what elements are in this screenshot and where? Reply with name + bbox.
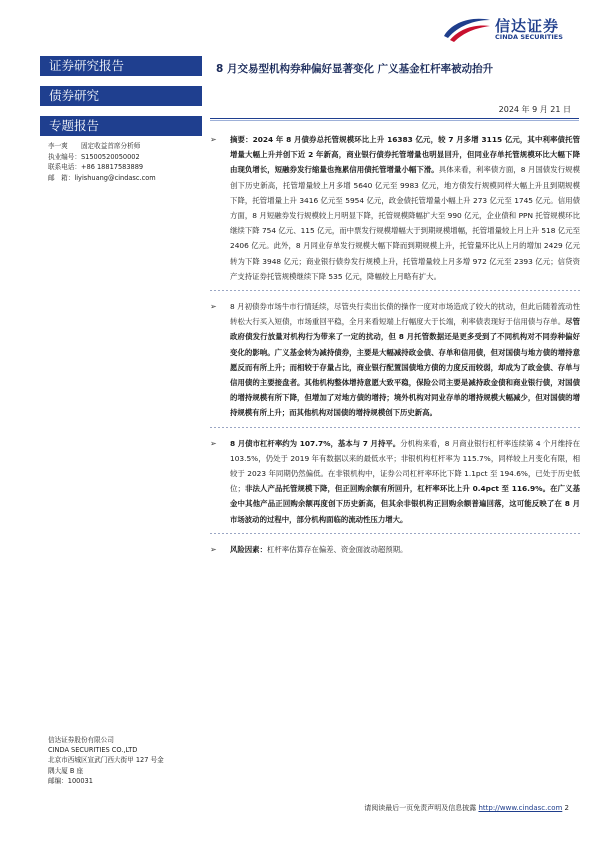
author-cert: 执业编号：S1500520050002 (48, 152, 140, 161)
company-info (48, 735, 200, 786)
bullet-bold-tail: 非法人产品托管规模下降，但正回购余额有所回升，杠杆率环比上升 0.4pct 至 116.9%。在广义基金中其他产品正回购余额再度创下历史新高，但其余非银机构正回购余额普遍回落，这可能反映了在 8 月市场波动的过程中，部分机构面临的流动性压力增大。 (230, 484, 580, 524)
bullet-text: 具体来看，利率债方面，8 月国债发行规模创下历史新高，托管增量较上月多增 5640 亿元至 9983 亿元，地方债发行规模同样大幅上升且到期规模下降，托管增量上升 3416 亿元至 5954 亿元，政金债托管增量小幅上升 273 亿元至 1745 亿元。信用债方面，8 月短融券发行规模较上月明显下降，托管规模降幅扩大至 990 亿元，企业债和 PPN 托管规模环比继续下降 754 亿元、115 亿元，而中票发行规模增幅大于到期规模增幅，托管增量较上月上升 518 亿元至 2406 亿元。此外，8 月同业存单发行规模大幅下降而到期规模上升，托管量环比从上月的增加 2429 亿元转为下降 3948 亿元；商业银行债券发行规模上升，托管增量较上月多增 972 亿元至 2393 亿元；信贷资产支持证券托管规模继续下降 535 亿元，降幅较上月略有扩大。 (230, 165, 580, 281)
bullet-text: 分机构来看，8 月商业银行杠杆率连续第 4 个月维持在 103.5%，仍处于 2019 年有数据以来的最低水平；非银机构杠杆率为 115.7%，同样较上月变化有限，相较于 2023 年同期仍然偏低。在非银机构中，证券公司杠杆率环比下降 1.1pct 至 194.6%，已处于历史低位； (230, 438, 580, 494)
report-title: 8 月交易型机构券种偏好显著变化 广义基金杠杆率被动抬升 (216, 63, 494, 75)
logo-name: 信达证券 (495, 17, 560, 35)
bullet-bold-lead: 风险因素： (230, 544, 267, 554)
bullet-bold-lead: 8 月债市杠杆率约为 107.7%，基本与 7 月持平。 (230, 438, 401, 448)
company-name-en: CINDA SECURITIES CO.,LTD (48, 746, 138, 755)
page-number: 2 (564, 804, 569, 812)
author-email: 邮 箱：liyishuang@cindasc.com (48, 173, 156, 182)
logo-subtitle: CINDA SECURITIES (495, 33, 563, 41)
footer-disclaimer: 请阅读最后一页免责声明及信息披露 (364, 804, 477, 812)
bullet-bold-tail: 尽管政府债发行放量对机构行为带来了一定的扰动，但 8 月托管数据还是更多受到了不同机构对不同券种偏好变化的影响。广义基金转为减持债券，主要是大幅减持政金债、存单和信用债，但对国债与地方债的增持意愿反而有所上升；而相较于存量占比，商业银行配置国债地方债的力度反而较弱，却成为了政金债、存单与信用债的主要接盘者。其他机构整体增持意愿大致平稳，保险公司主要是减持政金债和商业银行债，对国债的增持规模有所下降，但增加了对地方债的增持；境外机构对同业存单的增持规模大幅减少，但对国债的增持规模有所上升；而其他机构对国债的增持规模创下历史新高。 (230, 317, 580, 418)
author-name: 李一爽 固定收益首席分析师 (48, 142, 141, 150)
company-address-2: 隅大厦 B 座 (48, 766, 84, 775)
bullet-leverage (210, 436, 580, 527)
bullet-divider (210, 533, 580, 534)
bullet-divider (210, 427, 580, 428)
bullet-institution-behavior (210, 299, 580, 421)
footer-link[interactable]: http://www.cindasc.com (478, 804, 563, 812)
company-name-cn: 信达证券股份有限公司 (48, 736, 114, 744)
bullet-bold-lead: 摘要：2024 年 8 月债券总托管规模环比上升 16383 亿元，较 7 月多增 3115 亿元，其中利率债托管增量大幅上升并创下近 2 年新高，商业银行债券托管增量也明显回升，但同业存单托管规模环比大幅下降由现负增长，短融券发行缩量也拖累信用债托管增量小幅下滑。 (230, 135, 580, 175)
bullet-summary (210, 132, 580, 284)
page-footer (0, 803, 569, 813)
bullet-arrow-icon: ➢ (210, 302, 217, 312)
sidebar-band-category: 债券研究 (40, 86, 202, 106)
company-address-1: 北京市西城区宣武门西大街甲 127 号金 (48, 756, 164, 765)
bullet-risk (210, 542, 580, 557)
bullet-arrow-icon: ➢ (210, 135, 217, 144)
author-info (48, 141, 200, 183)
bullet-arrow-icon: ➢ (210, 438, 217, 448)
bullet-arrow-icon: ➢ (210, 544, 217, 554)
summary-bullets (210, 132, 580, 557)
header-divider (210, 118, 579, 119)
bullet-divider (210, 290, 580, 291)
bullet-text: 杠杆率估算存在偏差、资金面波动超预期。 (266, 544, 408, 554)
cinda-logo-mark-icon (442, 14, 492, 44)
author-phone: 联系电话：+86 18817583889 (48, 163, 144, 172)
sidebar-band-subcategory: 专题报告 (40, 116, 202, 136)
report-date: 2024 年 9 月 21 日 (498, 105, 571, 114)
bullet-text: 8 月初债券市场牛市行情延续，尽管央行卖出长债的操作一度对市场造成了较大的扰动，但此后随着流动性转松大行买入短债，市场重回平稳，全月来看短端上行幅度大于长端，利率债表现好于信用债与存单。 (230, 302, 580, 327)
cinda-logo (442, 14, 582, 44)
sidebar-band-report-type: 证券研究报告 (40, 56, 202, 76)
header-divider-light (210, 120, 579, 121)
company-postcode: 邮编：100031 (48, 776, 93, 785)
